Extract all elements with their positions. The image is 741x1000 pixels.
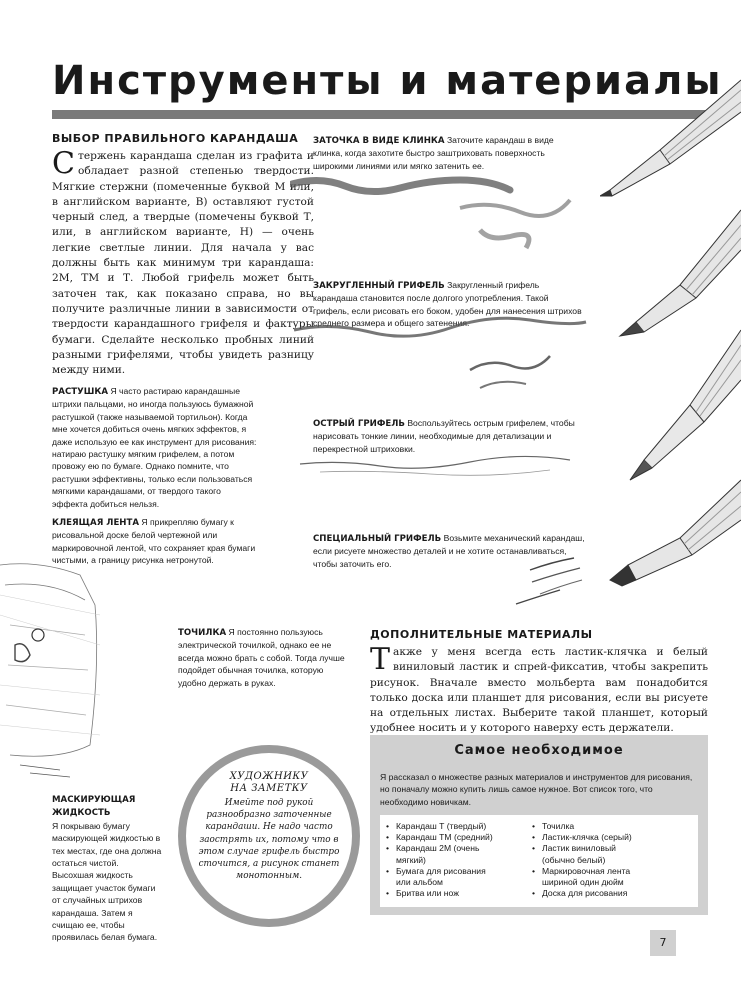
pencils-illustration: [600, 60, 741, 620]
essentials-list-left: [386, 821, 536, 899]
intro-dropcap: С: [52, 146, 75, 181]
rounded-text: Закругленный грифель карандаша становится после долгого употребления. Такой грифель, если рисовать его боком, удобен для нанесения штрихов среднего размера и общего затенения.: [313, 280, 582, 329]
list-item: • Доска для рисования: [532, 888, 672, 899]
sharpener-illustration: [0, 545, 110, 785]
essentials-list-right: [532, 821, 672, 899]
rastushka-label: РАСТУШКА: [52, 387, 109, 397]
essentials-list-card: [380, 815, 698, 907]
artist-note: [178, 745, 360, 927]
essentials-heading: Самое необходимое: [454, 743, 624, 758]
intro-section: [52, 132, 314, 378]
blade-block: [313, 134, 585, 172]
list-item: • Карандаш ТМ (средний): [386, 832, 536, 843]
more-heading: ДОПОЛНИТЕЛЬНЫЕ МАТЕРИАЛЫ: [370, 628, 593, 641]
note-text: Имейте под рукой разнообразно заточенные карандаши. Не надо часто заострять их, потому что в этом случае грифель быстро сточится, а рисунок станет монотонным.: [198, 798, 340, 882]
more-body: акже у меня всегда есть ластик-клячка и белый виниловый ластик и спрей-фиксатив, чтобы закрепить рисунок. Вначале вместо мольберта вам понадобится только доска или планшет для рисования, если вы рисуете на отдельных листах. Выберите такой планшет, который удобнее носить и у которого наверху есть держатели.: [370, 646, 708, 735]
sharp-label: ОСТРЫЙ ГРИФЕЛЬ: [313, 419, 405, 429]
stroke-samples: [290, 170, 590, 620]
masking-block: [52, 793, 162, 944]
note-heading: [186, 771, 352, 795]
sharpener-text: Я постоянно пользуюсь электрической точилкой, однако ее не всегда можно брать с собой. Тогда лучше подойдет обычная точилка, которую удобно держать в руках.: [178, 627, 345, 688]
special-text: Возьмите механический карандаш, если рисуете множество деталей и не хотите останавливаться, чтобы заточить его.: [313, 533, 585, 569]
list-item: • Ластик-клячка (серый): [532, 832, 672, 843]
sharpener-block: [178, 626, 352, 689]
essentials-intro: Я рассказал о множестве разных материалов и инструментов для рисования, но поначалу можно купить лишь самое нужное. Вот список того, что необходимо новичкам.: [380, 772, 693, 807]
masking-label: МАСКИРУЮЩАЯ ЖИДКОСТЬ: [52, 795, 136, 819]
list-item: • Карандаш Т (твердый): [386, 821, 536, 832]
rounded-label: ЗАКРУГЛЕННЫЙ ГРИФЕЛЬ: [313, 281, 445, 291]
page-number: 7: [650, 930, 676, 956]
tape-text: Я прикрепляю бумагу к рисовальной доске белой чертежной или маркировочной лентой, что сохраняет края бумаги чистыми, а границу рисунка нетронутой.: [52, 517, 256, 566]
list-item: • Маркировочная лента шириной один дюйм: [532, 866, 654, 888]
masking-text: Я покрываю бумагу маскирующей жидкостью в тех местах, где она должна остаться чистой. Высохшая жидкость защищает участок бумаги от случайных штрихов карандаша. Затем я счищаю ее, чтобы проявилась белая бумага.: [52, 820, 162, 943]
special-label: СПЕЦИАЛЬНЫЙ ГРИФЕЛЬ: [313, 534, 442, 544]
blade-label: ЗАТОЧКА В ВИДЕ КЛИНКА: [313, 136, 445, 146]
rastushka-text: Я часто растираю карандашные штрихи пальцами, но иногда пользуюсь бумажной растушкой (также называемой тортильон). Когда мне хочется добиться очень мягких эффектов, я даже использую ее как инструмент для рисования: натираю растушку мягким грифелем, а потом провожу ею по бумаге. Однако помните, что растушки эффективны, только если пользоваться мягкими карандашами, от твердого такого эффекта добиться нельзя.: [52, 386, 257, 509]
tape-label: КЛЕЯЩАЯ ЛЕНТА: [52, 518, 140, 528]
intro-text: [52, 146, 314, 378]
more-dropcap: Т: [370, 642, 391, 677]
rastushka-block: [52, 385, 257, 510]
blade-text: Заточите карандаш в виде клинка, когда захотите быстро заштриховать поверхность широкими линиями или мягко затенить ее.: [313, 135, 554, 171]
list-item: • Бритва или нож: [386, 888, 536, 899]
sharp-text: Воспользуйтесь острым грифелем, чтобы нарисовать тонкие линии, необходимые для детализации и перекрестной штриховки.: [313, 418, 575, 454]
list-item: • Бумага для рисования или альбом: [386, 866, 496, 888]
more-text: [370, 642, 708, 737]
list-item: • Карандаш 2М (очень мягкий): [386, 843, 496, 865]
sharpener-label: ТОЧИЛКА: [178, 628, 227, 638]
intro-heading: ВЫБОР ПРАВИЛЬНОГО КАРАНДАША: [52, 132, 299, 145]
note-heading-line1: ХУДОЖНИКУ: [229, 771, 309, 782]
more-section: [370, 628, 708, 737]
essentials-box: [370, 735, 708, 915]
list-item: • Точилка: [532, 821, 672, 832]
intro-body: тержень карандаша сделан из графита и обладает разной степенью твердости. Мягкие стержни (помеченные буквой М или, в английском варианте, В) оставляют густой черный след, а твердые (помечены буквой Т, или, в английском варианте, Н) — очень легкие светлые линии. Для начала у вас должны быть как минимум три карандаша: 2М, ТМ и Т. Любой грифель может быть заточен так, как показано справа, но вы получите различные линии в зависимости от твердости карандашного грифеля и фактуры бумаги. Сделайте несколько пробных линий разными грифелями, чтобы увидеть разницу между ними.: [52, 150, 314, 377]
note-heading-line2: НА ЗАМЕТКУ: [230, 783, 308, 794]
page-title: Инструменты и материалы: [52, 58, 723, 104]
list-item: • Ластик виниловый (обычно белый): [532, 843, 642, 865]
